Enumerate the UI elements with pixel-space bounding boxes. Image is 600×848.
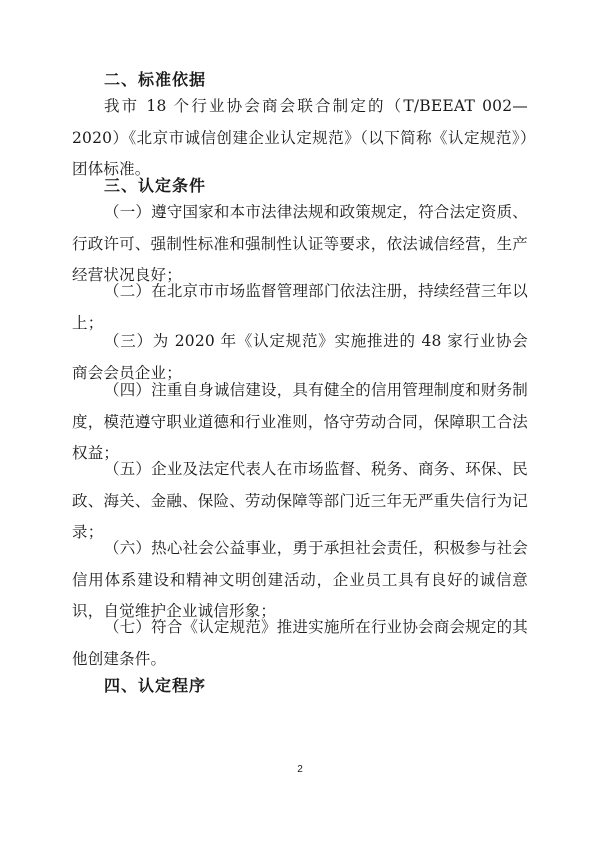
section-heading-standard-basis: 二、标准依据: [104, 70, 207, 89]
paragraph-criteria-2: （二）在北京市市场监督管理部门依法注册，持续经营三年以上；: [72, 282, 528, 332]
paragraph-criteria-5: （五）企业及法定代表人在市场监督、税务、商务、环保、民政、海关、金融、保险、劳动保障等部门近三年无严重失信行为记录；: [72, 460, 528, 541]
paragraph-criteria-6: （六）热心社会公益事业，勇于承担社会责任，积极参与社会信用体系建设和精神文明创建活动，企业员工具有良好的诚信意识，自觉维护企业诚信形象；: [72, 539, 528, 620]
paragraph-criteria-4: （四）注重自身诚信建设，具有健全的信用管理制度和财务制度，模范遵守职业道德和行业准则，恪守劳动合同，保障职工合法权益；: [72, 381, 528, 462]
paragraph-criteria-7: （七）符合《认定规范》推进实施所在行业协会商会规定的其他创建条件。: [72, 618, 528, 668]
paragraph-standard-basis: 我市 18 个行业协会商会联合制定的（T/BEEAT 002—2020）《北京市诚信创建企业认定规范》（以下简称《认定规范》）团体标准。: [72, 97, 528, 178]
section-heading-criteria: 三、认定条件: [104, 176, 207, 195]
paragraph-criteria-1: （一）遵守国家和本市法律法规和政策规定，符合法定资质、行政许可、强制性标准和强制性认证等要求，依法诚信经营，生产经营状况良好；: [72, 203, 528, 284]
section-heading-procedure: 四、认定程序: [104, 676, 207, 695]
page-number: 2: [297, 764, 303, 775]
paragraph-criteria-3: （三）为 2020 年《认定规范》实施推进的 48 家行业协会商会会员企业；: [72, 332, 528, 382]
